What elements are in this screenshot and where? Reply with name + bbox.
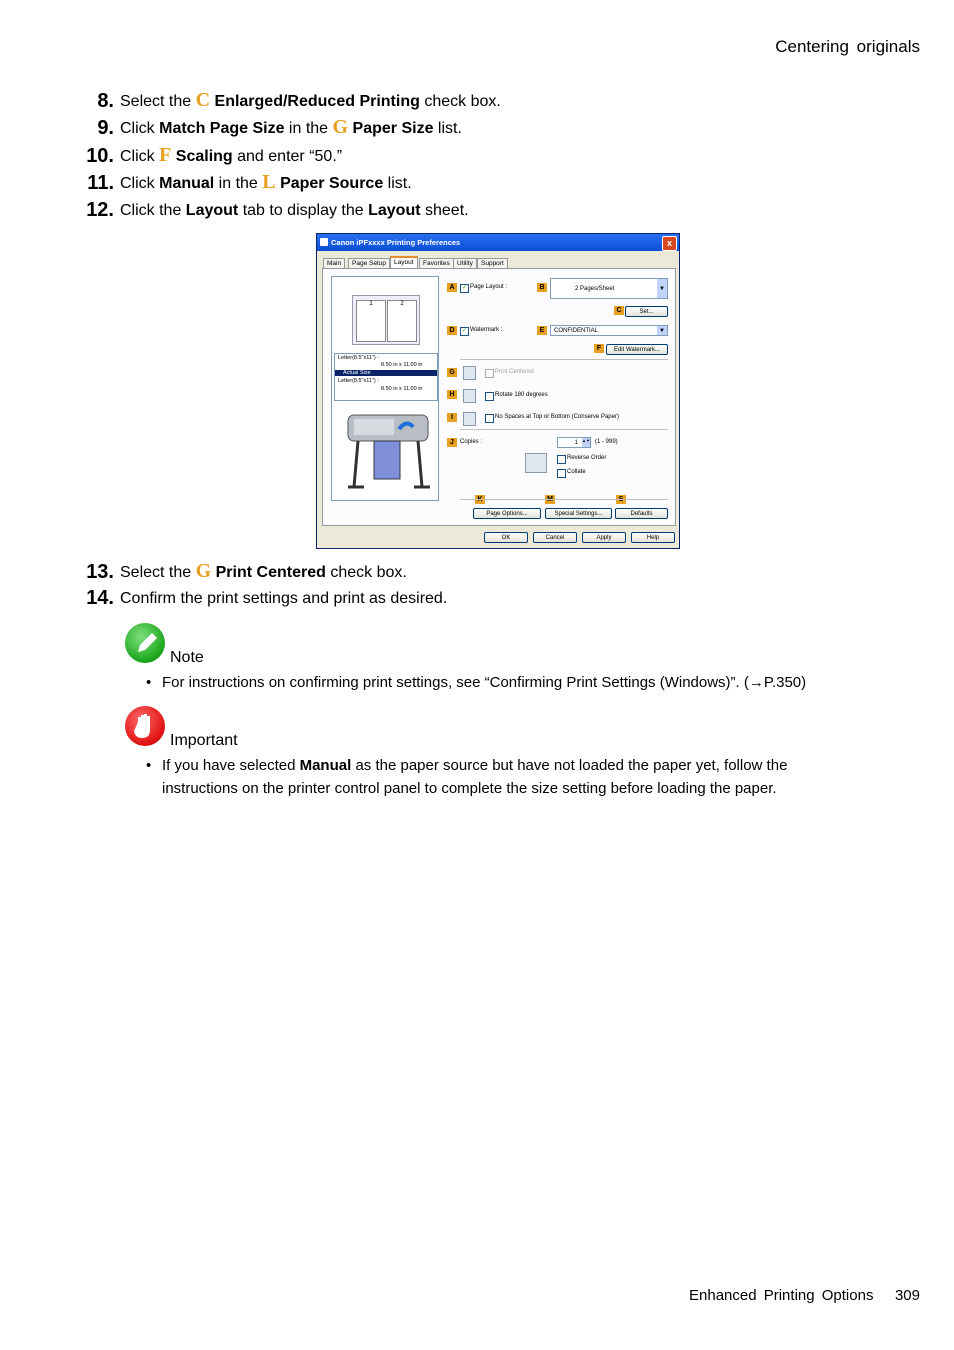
tab-layout[interactable]: Layout bbox=[390, 256, 418, 270]
layout-sheet bbox=[322, 268, 676, 526]
step-option: Manual bbox=[159, 175, 215, 192]
step-option: Layout bbox=[185, 202, 239, 219]
step-option: Layout bbox=[368, 202, 421, 219]
step-text: in the bbox=[284, 120, 333, 137]
step-number: 12. bbox=[86, 199, 114, 221]
step-10 bbox=[80, 144, 342, 168]
callout-badge-d: D bbox=[447, 326, 457, 335]
pencil-icon bbox=[125, 623, 165, 663]
callout-badge-c: C bbox=[614, 306, 624, 315]
chevron-down-icon: ▼ bbox=[657, 279, 667, 298]
callout-letter: F bbox=[159, 144, 172, 166]
rotate-checkbox[interactable] bbox=[485, 392, 494, 401]
step-13 bbox=[80, 560, 407, 584]
callout-badge-f: F bbox=[594, 344, 604, 353]
step-option: Print Centered bbox=[215, 564, 326, 581]
tab-support[interactable]: Support bbox=[477, 258, 508, 269]
info-highlight: Actual Size bbox=[335, 370, 437, 376]
watermark-checkbox[interactable]: ✓ bbox=[461, 328, 468, 334]
step-option: Paper Size bbox=[352, 120, 434, 137]
step-14 bbox=[80, 587, 447, 610]
print-centered-icon bbox=[463, 366, 476, 380]
callout-badge-j: J bbox=[447, 438, 457, 447]
callout-letter: G bbox=[195, 560, 212, 582]
note-pencil-icon bbox=[125, 623, 165, 663]
step-text: and enter “50.” bbox=[232, 148, 343, 165]
tab-utility[interactable]: Utility bbox=[453, 258, 477, 269]
divider bbox=[460, 359, 668, 360]
defaults-button[interactable]: Defaults bbox=[615, 508, 668, 519]
divider bbox=[460, 429, 668, 430]
watermark-label: Watermark : bbox=[470, 327, 503, 333]
step-option: Enlarged/Reduced Printing bbox=[214, 93, 420, 110]
step-number: 14. bbox=[86, 587, 114, 609]
reverse-order-checkbox[interactable] bbox=[557, 455, 566, 464]
step-text: check box. bbox=[419, 93, 501, 110]
callout-letter: L bbox=[262, 171, 276, 193]
special-settings-button[interactable]: Special Settings... bbox=[545, 508, 612, 519]
info-text: Letter(8.5"x11") : bbox=[338, 378, 379, 384]
step-text: list. bbox=[433, 120, 462, 137]
note-heading: Note bbox=[170, 649, 204, 666]
callout-letter: C bbox=[195, 89, 211, 111]
page-options-button[interactable]: Page Options... bbox=[473, 508, 541, 519]
no-spaces-checkbox[interactable] bbox=[485, 414, 494, 423]
printer-app-icon bbox=[320, 238, 328, 246]
collate-checkbox[interactable] bbox=[557, 469, 566, 478]
step-text: check box. bbox=[325, 564, 407, 581]
page-thumb-2: 2 bbox=[387, 300, 417, 342]
conserve-paper-icon bbox=[463, 412, 476, 426]
rotate-label: Rotate 180 degrees bbox=[495, 392, 548, 398]
step-text: Click the bbox=[120, 202, 186, 219]
step-11 bbox=[80, 171, 412, 195]
step-option: Match Page Size bbox=[159, 120, 285, 137]
close-button[interactable]: x bbox=[662, 236, 677, 251]
page-layout-select[interactable] bbox=[550, 278, 668, 299]
printer-illustration bbox=[344, 407, 432, 493]
step-text: Select the bbox=[120, 564, 196, 581]
set-button[interactable]: Set... bbox=[625, 306, 668, 317]
printing-preferences-dialog bbox=[316, 233, 680, 549]
print-centered-label: Print Centered bbox=[495, 369, 534, 375]
no-spaces-label: No Spaces at Top or Bottom (Conserve Paper) bbox=[495, 414, 619, 420]
copies-input[interactable] bbox=[557, 437, 591, 448]
divider bbox=[460, 499, 668, 500]
info-text: 8.50 in x 11.00 in bbox=[381, 386, 423, 392]
step-text: list. bbox=[383, 175, 412, 192]
step-number: 13. bbox=[86, 561, 114, 583]
watermark-select[interactable] bbox=[550, 325, 668, 336]
running-header: Centering originals bbox=[775, 37, 920, 56]
page-number: 309 bbox=[894, 1287, 920, 1304]
step-text: sheet. bbox=[420, 202, 469, 219]
collate-label: Collate bbox=[567, 469, 586, 475]
edit-watermark-button[interactable]: Edit Watermark... bbox=[606, 344, 668, 355]
step-option: Scaling bbox=[175, 148, 233, 165]
important-text-line2: instructions on the printer control panel to complete the size setting before loading the paper. bbox=[162, 780, 777, 797]
dialog-titlebar bbox=[317, 234, 679, 251]
rotate-icon bbox=[463, 389, 476, 403]
callout-badge-g: G bbox=[447, 368, 457, 377]
step-number: 10. bbox=[86, 145, 114, 167]
page-layout-checkbox[interactable]: ✓ bbox=[461, 285, 468, 291]
page-footer bbox=[689, 1287, 920, 1304]
help-button[interactable]: Help bbox=[631, 532, 675, 543]
step-text: Click bbox=[120, 148, 160, 165]
stop-hand-icon bbox=[125, 706, 165, 746]
page-layout-value: 2 Pages/Sheet bbox=[575, 286, 615, 292]
callout-letter: G bbox=[332, 116, 349, 138]
layout-preview bbox=[331, 276, 439, 501]
page-layout-label: Page Layout : bbox=[470, 284, 508, 290]
copies-label: Copies : bbox=[460, 439, 483, 445]
footer-section: Enhanced Printing Options bbox=[689, 1287, 874, 1304]
important-text-post: as the paper source but have not loaded the paper yet, follow the bbox=[351, 757, 788, 774]
important-text-pre: If you have selected bbox=[162, 757, 300, 774]
step-text: Select the bbox=[120, 93, 196, 110]
copies-value: 1 bbox=[574, 440, 578, 446]
spinner-icon[interactable]: ▲▼ bbox=[582, 438, 590, 447]
step-number: 9. bbox=[97, 117, 114, 139]
callout-badge-a: A bbox=[447, 283, 457, 292]
bullet-marker: • bbox=[146, 674, 152, 691]
dialog-title: Canon iPFxxxx Printing Preferences bbox=[331, 238, 461, 247]
step-text: in the bbox=[214, 175, 263, 192]
note-text: For instructions on confirming print settings, see “Confirming Print Settings (Windows)”. (→P.350) bbox=[162, 674, 807, 691]
ok-button[interactable]: OK bbox=[484, 532, 528, 543]
step-text: tab to display the bbox=[238, 202, 369, 219]
step-number: 11. bbox=[87, 172, 114, 194]
apply-button[interactable]: Apply bbox=[582, 532, 626, 543]
callout-badge-e: E bbox=[537, 326, 547, 335]
callout-badge-h: H bbox=[447, 390, 457, 399]
important-hand-icon bbox=[125, 706, 165, 746]
print-centered-checkbox[interactable] bbox=[485, 369, 494, 378]
copies-range: (1 - 999) bbox=[595, 439, 618, 445]
bullet-marker: • bbox=[146, 757, 152, 774]
tab-page-setup[interactable]: Page Setup bbox=[348, 258, 390, 269]
callout-badge-b: B bbox=[537, 283, 547, 292]
two-pages-thumbnail bbox=[352, 295, 420, 345]
watermark-value: CONFIDENTIAL bbox=[554, 328, 599, 334]
tab-main[interactable]: Main bbox=[323, 258, 345, 269]
chevron-down-icon: ▼ bbox=[657, 326, 667, 335]
important-text-bold: Manual bbox=[299, 757, 352, 774]
callout-badge-i: I bbox=[447, 413, 457, 422]
copies-stack-icon bbox=[525, 453, 547, 473]
important-heading: Important bbox=[170, 732, 238, 749]
page-thumb-1: 1 bbox=[356, 300, 386, 342]
cancel-button[interactable]: Cancel bbox=[533, 532, 577, 543]
reverse-order-label: Reverse Order bbox=[567, 455, 607, 461]
step-option: Paper Source bbox=[280, 175, 384, 192]
step-text: Click bbox=[120, 175, 160, 192]
info-text: 8.50 in x 11.00 in bbox=[381, 362, 423, 368]
step-8 bbox=[80, 89, 501, 113]
step-text: Confirm the print settings and print as desired. bbox=[120, 590, 448, 607]
info-text: Letter(8.5"x11") : bbox=[338, 355, 379, 361]
paper-size-info bbox=[334, 353, 438, 401]
important-text bbox=[162, 754, 862, 800]
step-text: Click bbox=[120, 120, 160, 137]
step-12 bbox=[80, 199, 469, 222]
step-9 bbox=[80, 116, 462, 140]
tab-favorites[interactable]: Favorites bbox=[419, 258, 454, 269]
step-number: 8. bbox=[97, 90, 114, 112]
